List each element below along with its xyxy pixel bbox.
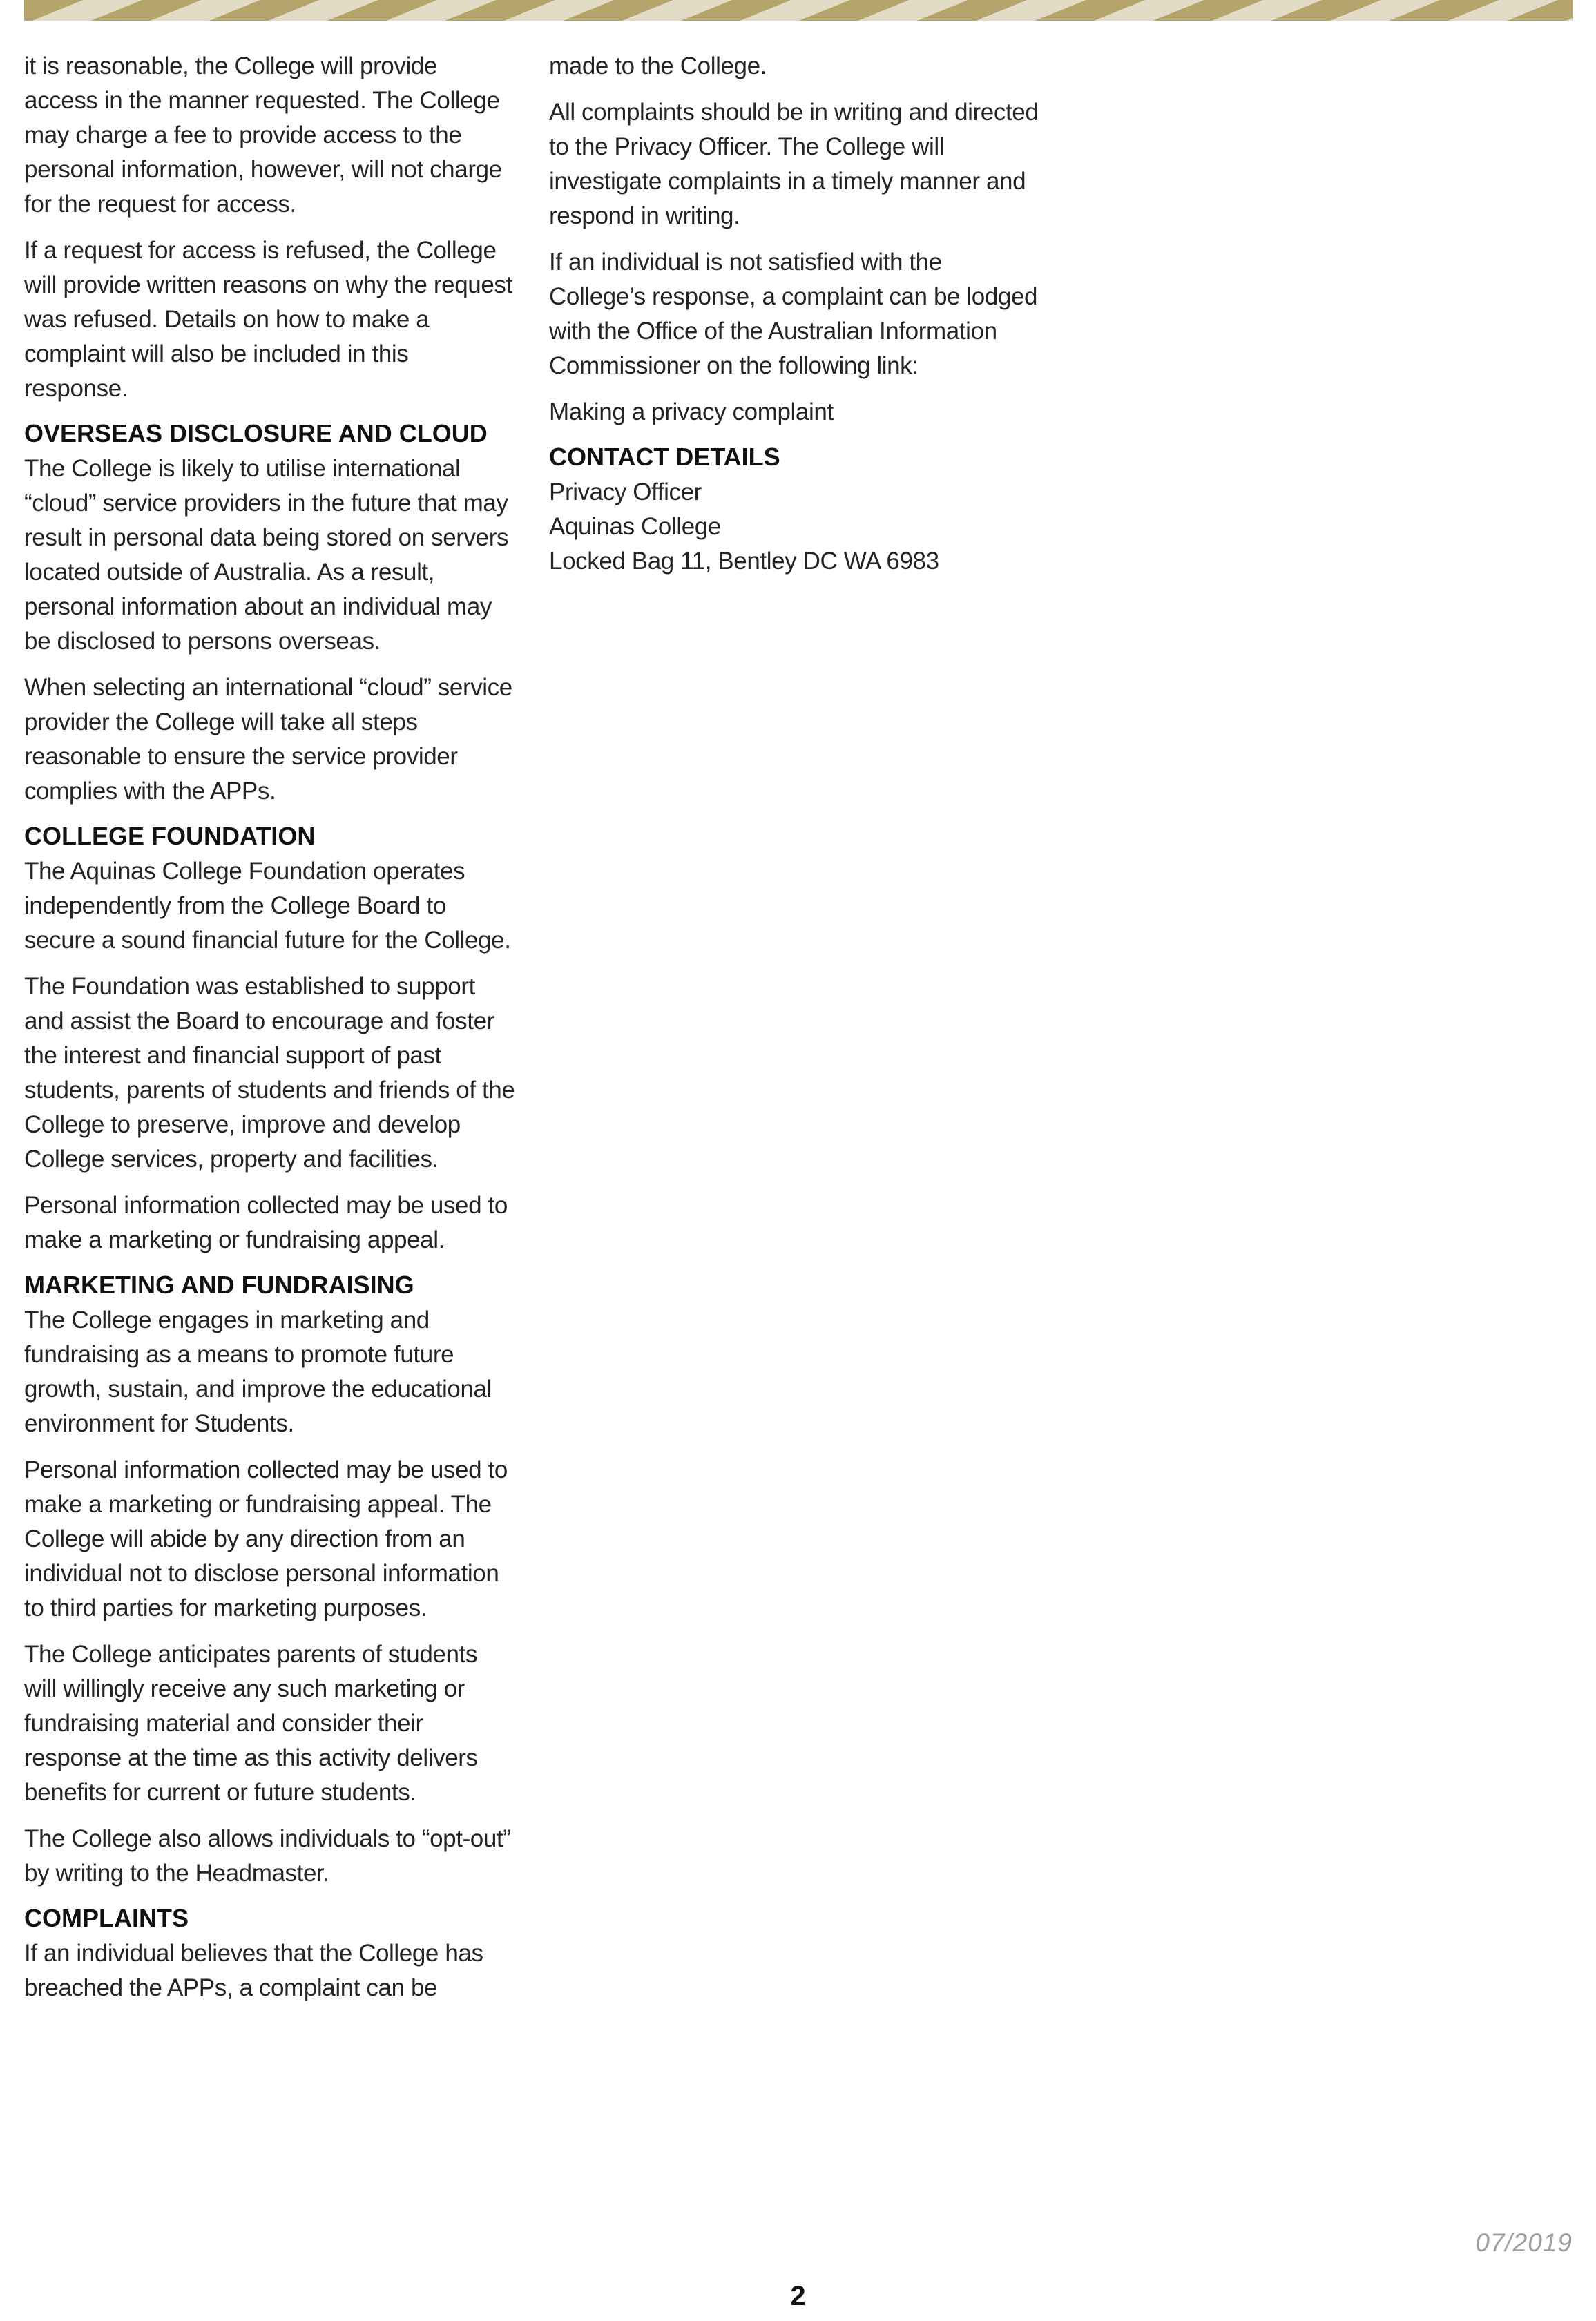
paragraph-foundation-operates: The Aquinas College Foundation operates independently from the College Board to secure a sound financial future for the College.	[24, 858, 511, 954]
privacy-complaint-link-text[interactable]: Making a privacy complaint	[549, 398, 834, 425]
paragraph-complaints-writing: All complaints should be in writing and directed to the Privacy Officer. The College will investigate complaints in a timely manner and respond in writing.	[549, 99, 1039, 229]
paragraph-cloud-providers: The College is likely to utilise international “cloud” service providers in the future that may result in personal data being stored on servers located outside of Australia. As a result, personal information about an individual may be disclosed to persons overseas.	[24, 455, 509, 655]
contact-details-block	[549, 475, 1041, 579]
paragraph-marketing-abide: Personal information collected may be used to make a marketing or fundraising appeal. The College will abide by any direction from an individual not to disclose personal information to third parties for marketing purposes.	[24, 1456, 508, 1621]
heading-contact-details: CONTACT DETAILS	[549, 443, 780, 471]
contact-line-college-name: Aquinas College	[549, 513, 721, 540]
paragraph-access-provide: it is reasonable, the College will provide access in the manner requested. The College may charge a fee to provide access to the personal information, however, will not charge for the request for access.	[24, 52, 502, 218]
paragraph-foundation-established: The Foundation was established to support and assist the Board to encourage and foster the interest and financial support of past students, parents of students and friends of the College to preserve, improve and develop College services, property and facilities.	[24, 973, 515, 1173]
right-column	[549, 49, 1041, 579]
heading-overseas-disclosure-and-cloud: OVERSEAS DISCLOSURE AND CLOUD	[24, 419, 488, 447]
contact-line-privacy-officer: Privacy Officer	[549, 479, 702, 505]
paragraph-cloud-selection: When selecting an international “cloud” service provider the College will take all steps reasonable to ensure the service provider complies with the APPs.	[24, 674, 512, 805]
paragraph-access-refused: If a request for access is refused, the College will provide written reasons on why the request was refused. Details on how to make a complaint will also be included in this response.	[24, 237, 512, 402]
contact-line-address: Locked Bag 11, Bentley DC WA 6983	[549, 548, 939, 575]
paragraph-fundraising-appeal: Personal information collected may be used to make a marketing or fundraising appeal.	[24, 1192, 508, 1253]
paragraph-marketing-anticipates: The College anticipates parents of students will willingly receive any such marketing or fundraising material and consider their response at the time as this activity delivers benefits for current or future students.	[24, 1641, 478, 1806]
paragraph-complaints-breach: If an individual believes that the College has breached the APPs, a complaint can be	[24, 1940, 483, 2001]
heading-college-foundation: COLLEGE FOUNDATION	[24, 822, 316, 850]
page-number: 2	[790, 2281, 806, 2311]
left-column	[24, 49, 516, 2017]
paragraph-marketing-engages: The College engages in marketing and fundraising as a means to promote future growth, sustain, and improve the educational environment for Students.	[24, 1307, 492, 1437]
heading-marketing-and-fundraising: MARKETING AND FUNDRAISING	[24, 1271, 414, 1299]
paragraph-oaic-lodge: If an individual is not satisfied with the College’s response, a complaint can be lodged with the Office of the Australian Information Commissioner on the following link:	[549, 249, 1038, 379]
link-making-privacy-complaint[interactable]	[549, 395, 1041, 430]
paragraph-made-to-college: made to the College.	[549, 52, 767, 79]
striped-banner	[24, 0, 1573, 21]
document-date: 07/2019	[1475, 2228, 1573, 2257]
heading-complaints: COMPLAINTS	[24, 1904, 189, 1932]
paragraph-opt-out: The College also allows individuals to “opt-out” by writing to the Headmaster.	[24, 1825, 511, 1887]
